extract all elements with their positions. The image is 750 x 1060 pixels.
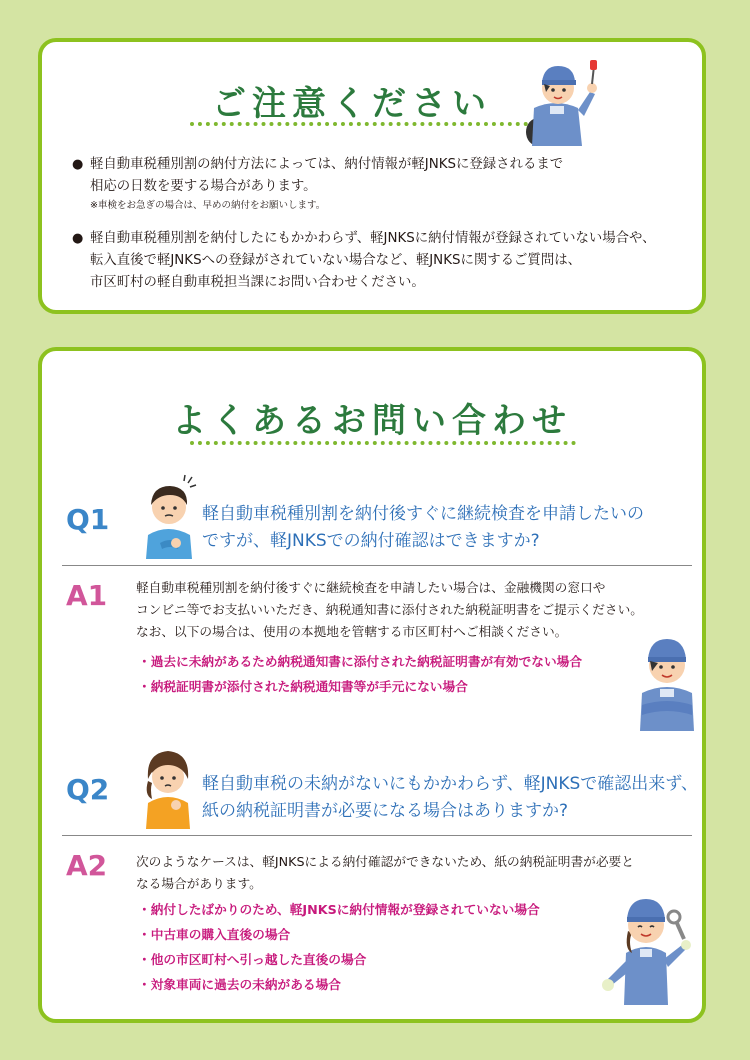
q1-text (202, 501, 644, 555)
bullet-icon: ● (72, 231, 84, 246)
a2-label: A2 (66, 849, 108, 882)
mechanic-arms-crossed-icon (634, 627, 700, 731)
notice-item-1 (72, 154, 702, 214)
list-item: ・ 対象車両に過去の未納がある場合 (138, 972, 540, 997)
title-dotted-underline (190, 441, 576, 445)
list-item: ・ 他の市区町村へ引っ越した直後の場合 (138, 947, 540, 972)
q1-line-1: 軽自動車税種別割を納付後すぐに継続検査を申請したいの (202, 504, 644, 524)
bullet-icon: ● (72, 157, 84, 172)
q1-label: Q1 (66, 503, 110, 536)
q1-separator (62, 565, 692, 566)
list-item: ・ 中古車の購入直後の場合 (138, 922, 540, 947)
q2-separator (62, 835, 692, 836)
faq-title: よくあるお問い合わせ (172, 401, 572, 441)
q2-text (202, 771, 698, 825)
thinking-man-icon (140, 473, 198, 559)
notice-item-1-line-2: 相応の日数を要する場合があります。 (90, 179, 317, 194)
a1-line-2: コンビニ等でお支払いいただき、納税通知書に添付された納税証明書をご提示ください。 (136, 602, 643, 617)
list-item: ・ 過去に未納があるため納税通知書に添付された納税証明書が有効でない場合 (138, 649, 582, 674)
notice-item-2-line-3: 市区町村の軽自動車税担当課にお問い合わせください。 (90, 275, 425, 290)
notice-item-1-note: ※車検をお急ぎの場合は、早めの納付をお願いします。 (90, 200, 326, 211)
a1-text (136, 577, 643, 643)
a1-line-1: 軽自動車税種別割を納付後すぐに継続検査を申請したい場合は、金融機関の窓口や (136, 580, 606, 595)
notice-item-2-line-2: 転入直後で軽JNKSへの登録がされていない場合など、軽JNKSに関するご質問は、 (90, 253, 581, 268)
a1-line-3: なお、以下の場合は、使用の本拠地を管轄する市区町村へご相談ください。 (136, 624, 568, 639)
faq-card (38, 347, 706, 1023)
a2-line-2: なる場合があります。 (136, 876, 262, 891)
a2-case-list (138, 897, 540, 997)
notice-item-2 (72, 228, 702, 294)
q2-label: Q2 (66, 773, 110, 806)
list-item: ・ 納税証明書が添付された納税通知書等が手元にない場合 (138, 674, 582, 699)
notice-card (38, 38, 706, 314)
a1-label: A1 (66, 579, 108, 612)
list-item: ・ 納付したばかりのため、軽JNKSに納付情報が登録されていない場合 (138, 897, 540, 922)
q2-line-1: 軽自動車税の未納がないにもかかわらず、軽JNKSで確認出来ず、 (202, 774, 698, 794)
female-mechanic-with-wrench-icon (598, 875, 698, 1005)
q1-line-2: ですが、軽JNKSでの納付確認はできますか? (202, 531, 540, 551)
a1-case-list (138, 649, 582, 699)
a2-text (136, 851, 634, 895)
notice-item-2-line-1: 軽自動車税種別割を納付したにもかかわらず、軽JNKSに納付情報が登録されていない場合や、 (90, 231, 656, 246)
notice-title: ご注意ください (212, 84, 492, 124)
mechanic-with-screwdriver-icon (520, 48, 600, 146)
a2-line-1: 次のようなケースは、軽JNKSによる納付確認ができないため、紙の納税証明書が必要と (136, 854, 634, 869)
thinking-woman-icon (138, 739, 198, 829)
q2-line-2: 紙の納税証明書が必要になる場合はありますか? (202, 801, 569, 821)
notice-item-1-line-1: 軽自動車税種別割の納付方法によっては、納付情報が軽JNKSに登録されるまで (90, 157, 564, 172)
title-dotted-underline (190, 122, 552, 126)
